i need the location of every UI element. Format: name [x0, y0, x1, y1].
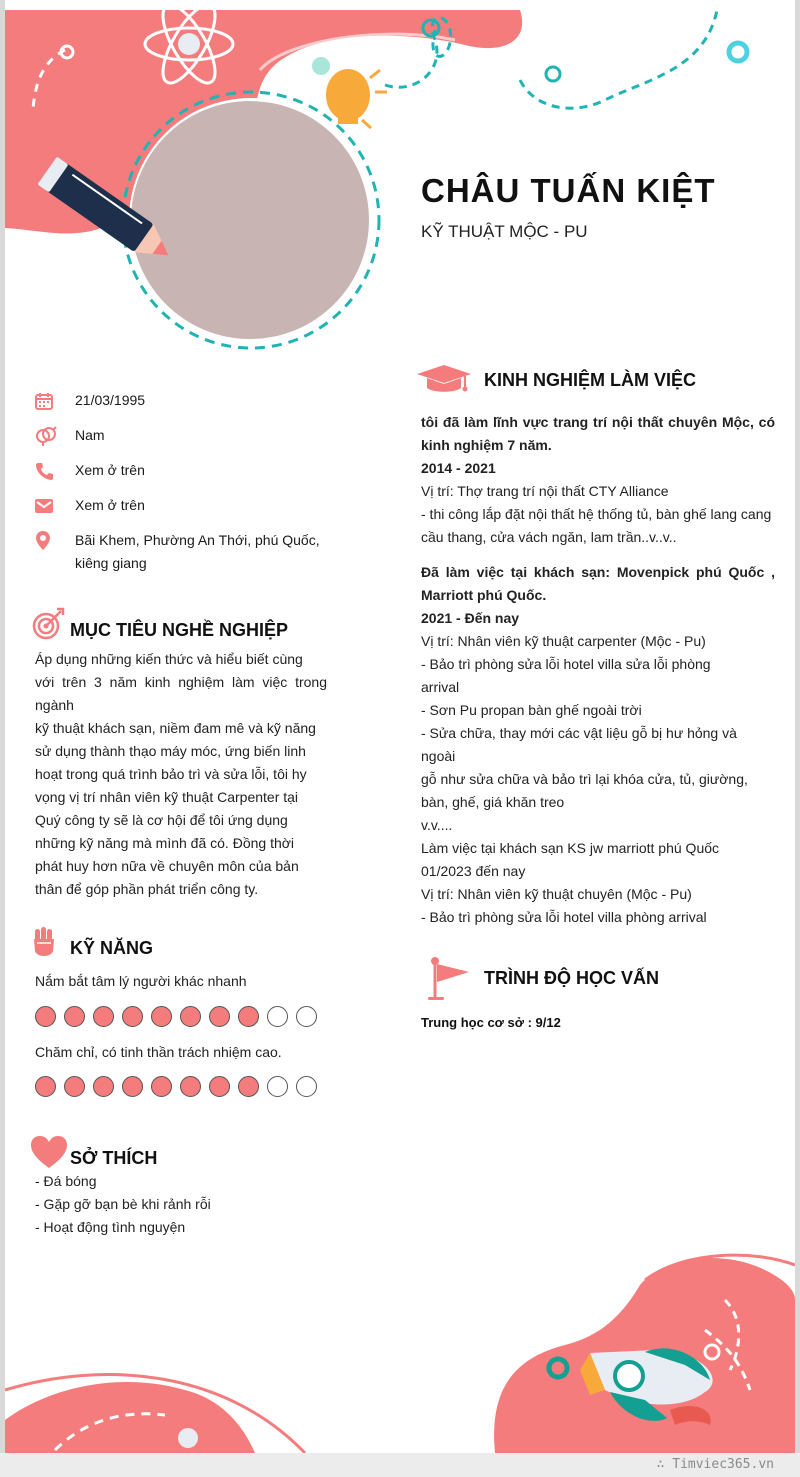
- info-email: [35, 494, 335, 517]
- experience-period: 2014 - 2021: [421, 460, 496, 476]
- info-address: [35, 529, 335, 575]
- rating-dot-filled: [180, 1076, 201, 1097]
- rating-dot-filled: [122, 1006, 143, 1027]
- rating-dot-filled: [64, 1006, 85, 1027]
- cv-page: [5, 0, 795, 1453]
- objective-line: ngành: [35, 697, 74, 713]
- experience-line: - Bảo trì phòng sửa lỗi hotel villa sửa lỗi phòng: [421, 656, 711, 672]
- objective-title: MỤC TIÊU NGHỀ NGHIỆP: [70, 620, 289, 640]
- education-title: TRÌNH ĐỘ HỌC VẤN: [484, 968, 659, 988]
- experience-line: v.v....: [421, 817, 453, 833]
- experience-line: - Bảo trì phòng sửa lỗi hotel villa phòng arrival: [421, 909, 707, 925]
- experience-line: ngoài: [421, 748, 456, 764]
- avatar: [131, 101, 369, 339]
- skills-title: KỸ NĂNG: [70, 938, 154, 958]
- rating-dot-filled: [35, 1076, 56, 1097]
- viewer-footer: [0, 1453, 800, 1477]
- experience-content: [421, 411, 775, 929]
- hobbies-title: SỞ THÍCH: [70, 1148, 158, 1168]
- rating-dot-empty: [296, 1076, 317, 1097]
- experience-summary: tôi đã làm lĩnh vực trang trí nội thất chuyên Mộc, có kinh nghiệm 7 năm.: [421, 414, 775, 453]
- experience-title: KINH NGHIỆM LÀM VIỆC: [484, 370, 697, 390]
- rating-dot-filled: [64, 1076, 85, 1097]
- fist-icon: [32, 925, 56, 957]
- objective-line: Quý công ty sẽ là cơ hội để tôi ứng dụng: [35, 812, 288, 828]
- rating-dot-empty: [267, 1006, 288, 1027]
- calendar-icon: [35, 389, 75, 412]
- rating-dot-filled: [238, 1076, 259, 1097]
- objective-line: sử dụng thành thạo máy móc, ứng biến linh: [35, 743, 306, 759]
- job-title: KỸ THUẬT MỘC - PU: [421, 222, 588, 241]
- info-gender: [35, 424, 335, 447]
- experience-line: arrival: [421, 679, 460, 695]
- rating-dot-filled: [93, 1006, 114, 1027]
- personal-info: [35, 389, 335, 587]
- skill-rating: [35, 1006, 317, 1027]
- target-icon: [30, 606, 66, 642]
- email-icon: [35, 494, 75, 517]
- objective-line: thân để góp phần phát triển công ty.: [35, 881, 259, 897]
- location-pin-icon: [35, 529, 75, 552]
- light-bulb-icon: [312, 57, 387, 128]
- phone-value: Xem ở trên: [75, 462, 145, 478]
- gender-icon: [35, 424, 75, 447]
- rating-dot-filled: [122, 1076, 143, 1097]
- rating-dot-filled: [35, 1006, 56, 1027]
- rating-dot-empty: [296, 1006, 317, 1027]
- rating-dot-filled: [209, 1076, 230, 1097]
- hobby-item: - Đá bóng: [35, 1173, 97, 1189]
- hobby-item: - Gặp gỡ bạn bè khi rảnh rỗi: [35, 1196, 211, 1212]
- experience-desc: - thi công lắp đặt nội thất hệ thống tủ, bàn ghế lang cang cầu thang, cửa vách ngăn, lam trần..v..v..: [421, 506, 772, 545]
- objective-line: hoạt trong quá trình bảo trì và sửa lỗi, tôi hy: [35, 766, 307, 782]
- graduation-cap-icon: [415, 363, 473, 395]
- objective-line: vọng vị trí nhân viên kỹ thuật Carpenter tại: [35, 789, 299, 805]
- experience-period: 2021 - Đến nay: [421, 610, 520, 626]
- objective-line: với trên 3 năm kinh nghiệm làm việc trong: [35, 674, 327, 690]
- experience-position: Vị trí: Thợ trang trí nội thất CTY Alliance: [421, 483, 669, 499]
- heart-icon: [30, 1135, 68, 1169]
- objective-line: Áp dụng những kiến thức và hiểu biết cùng: [35, 651, 303, 667]
- address-value: Bãi Khem, Phường An Thới, phú Quốc, kiêng giang: [75, 532, 320, 571]
- skill-label: Nắm bắt tâm lý người khác nhanh: [35, 973, 247, 989]
- watermark: ∴ Timviec365.vn: [656, 1457, 774, 1472]
- rating-dot-filled: [151, 1076, 172, 1097]
- hobby-item: - Hoạt động tình nguyện: [35, 1219, 186, 1235]
- experience-line: gỗ như sửa chữa và bảo trì lại khóa cửa, tủ, giường,: [421, 771, 748, 787]
- experience-line: bàn, ghế, giá khăn treo: [421, 794, 565, 810]
- experience-summary: Đã làm việc tại khách sạn: Movenpick phú Quốc , Marriott phú Quốc.: [421, 564, 775, 603]
- flag-icon: [425, 956, 471, 1002]
- hobbies-list: [35, 1170, 335, 1239]
- info-phone: [35, 459, 335, 482]
- objective-line: phát huy hơn nữa về chuyên môn của bản: [35, 858, 299, 874]
- objective-line: những kỹ năng mà mình đã có. Đồng thời: [35, 835, 295, 851]
- objective-text: [35, 648, 327, 901]
- skill-rating: [35, 1076, 317, 1097]
- skill-label: Chăm chỉ, có tinh thần trách nhiệm cao.: [35, 1044, 282, 1060]
- rating-dot-filled: [238, 1006, 259, 1027]
- phone-icon: [35, 459, 75, 482]
- viewer-right-bar: [795, 0, 800, 1477]
- rating-dot-filled: [151, 1006, 172, 1027]
- rating-dot-filled: [209, 1006, 230, 1027]
- experience-line: 01/2023 đến nay: [421, 863, 526, 879]
- experience-line: Làm việc tại khách sạn KS jw marriott phú Quốc: [421, 840, 720, 856]
- info-birthday: [35, 389, 335, 412]
- email-value: Xem ở trên: [75, 497, 145, 513]
- experience-line: - Sửa chữa, thay mới các vật liệu gỗ bị hư hỏng và: [421, 725, 737, 741]
- experience-line: - Sơn Pu propan bàn ghế ngoài trời: [421, 702, 642, 718]
- candidate-name: CHÂU TUẤN KIỆT: [421, 172, 716, 209]
- objective-line: kỹ thuật khách sạn, niềm đam mê và kỹ năng: [35, 720, 316, 736]
- birthday-value: 21/03/1995: [75, 392, 146, 408]
- rating-dot-empty: [267, 1076, 288, 1097]
- experience-line: Vị trí: Nhân viên kỹ thuật chuyên (Mộc - Pu): [421, 886, 692, 902]
- gender-value: Nam: [75, 427, 105, 443]
- education-detail: Trung học cơ sở : 9/12: [421, 1015, 561, 1030]
- rating-dot-filled: [180, 1006, 201, 1027]
- rating-dot-filled: [93, 1076, 114, 1097]
- experience-line: Vị trí: Nhân viên kỹ thuật carpenter (Mộc - Pu): [421, 633, 706, 649]
